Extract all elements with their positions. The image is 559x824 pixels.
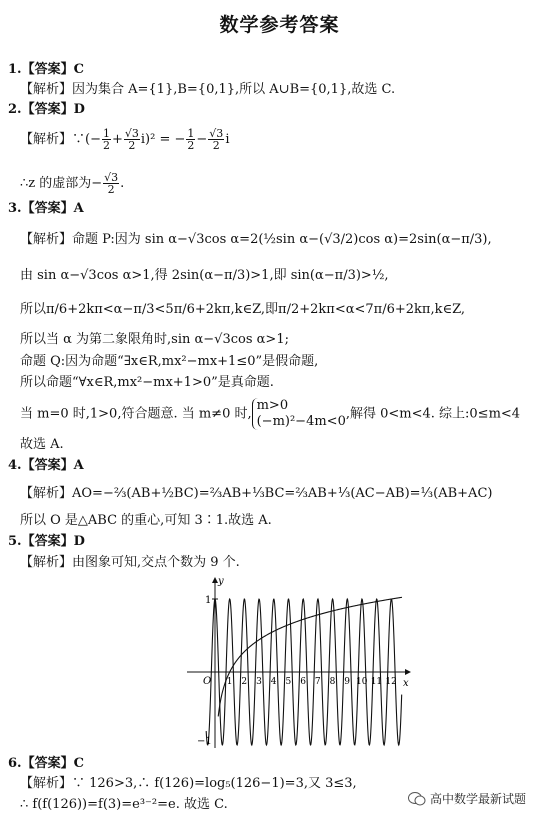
x-axis-label: x xyxy=(403,678,409,689)
q2-answer: 2.【答案】D xyxy=(8,102,85,117)
q3-system xyxy=(252,398,346,430)
q5-graph xyxy=(185,572,415,752)
q6-line1: 【解析】∵ 126>3,∴ f(126)=log₅(126−1)=3,又 3≤3, xyxy=(20,776,357,791)
q3-line3: 所以π/6+2kπ<α−π/3<5π/6+2kπ,k∈Z,即π/2+2kπ<α<7π/6+2kπ,k∈Z, xyxy=(20,302,466,317)
q4-line1: 【解析】AO=−⅔(AB+½BC)=⅔AB+⅓BC=⅔AB+⅓(AC−AB)=⅓(AB+AC) xyxy=(20,486,493,501)
q3-line6: 所以命题“∀x∈R,mx²−mx+1>0”是真命题. xyxy=(20,375,274,390)
q3-system-row1: m>0 xyxy=(256,398,289,413)
q3-line2: 由 sin α−√3cos α>1,得 2sin(α−π/3)>1,即 sin(α−π/3)>½, xyxy=(20,268,389,283)
q2-sol-mid: i)² = − xyxy=(140,132,186,147)
q3-line1: 【解析】命题 P:因为 sin α−√3cos α=2(½sin α−(√3/2)cos α)=2sin(α−π/3), xyxy=(20,232,492,247)
x-tick-label: 6 xyxy=(300,677,306,687)
x-tick-label: 8 xyxy=(329,677,336,687)
q6-line2: ∴ f(f(126))=f(3)=e³⁻²=e. 故选 C. xyxy=(20,797,228,812)
q2-sol2-prefix: ∴z 的虚部为− xyxy=(20,176,103,191)
q3-line7b: ,解得 0<m<4. 综上:0≤m<4 xyxy=(345,406,521,422)
y-tick-1: 1 xyxy=(205,595,212,606)
q4-line2: 所以 O 是△ABC 的重心,可知 3∶1.故选 A. xyxy=(20,513,272,528)
wechat-icon xyxy=(408,792,426,806)
q1-answer: 1.【答案】C xyxy=(8,62,84,77)
x-tick-label: 10 xyxy=(356,677,368,687)
q6-answer: 6.【答案】C xyxy=(8,756,84,771)
x-tick-label: 1 xyxy=(226,677,233,687)
q3-line4: 所以当 α 为第二象限角时,sin α−√3cos α>1; xyxy=(20,332,289,347)
q3-answer: 3.【答案】A xyxy=(8,201,84,216)
q4-answer: 4.【答案】A xyxy=(8,458,84,473)
frac-sqrt3-2: $\frac{√3}{2}$ xyxy=(124,127,139,152)
q2-sol2-suffix: . xyxy=(120,176,125,191)
x-tick-label: 2 xyxy=(241,677,248,687)
x-tick-label: 3 xyxy=(256,677,262,687)
frac-sqrt3-2b: $\frac{√3}{2}$ xyxy=(209,127,224,152)
watermark: 高中数学最新试题 xyxy=(430,792,527,806)
q1-solution: 【解析】因为集合 A={1},B={0,1},所以 A∪B={0,1},故选 C. xyxy=(20,82,396,97)
x-tick-label: 4 xyxy=(270,677,277,687)
page-title: 数学参考答案 xyxy=(219,14,340,36)
y-tick-minus1: −1 xyxy=(197,736,212,747)
q3-line5: 命题 Q:因为命题“∃x∈R,mx²−mx+1≤0”是假命题, xyxy=(20,354,319,369)
q5-solution: 【解析】由图象可知,交点个数为 9 个. xyxy=(20,555,240,570)
q2-sol-prefix: 【解析】∵(− xyxy=(20,132,101,147)
x-tick-label: 11 xyxy=(370,677,383,687)
q2-sol-tail: i xyxy=(225,132,230,147)
q2-solution-line1: 【解析】∵(− $\frac{1}{2}$ + $\frac{√3}{2}$ i)² = − $\frac{1}{2}$ − $\frac{√3}{2}$ i xyxy=(20,127,230,152)
q2-solution-line2 xyxy=(20,172,124,195)
q5-answer: 5.【答案】D xyxy=(8,534,85,549)
x-tick-label: 9 xyxy=(344,677,351,687)
frac-1-2: $\frac{1}{2}$ xyxy=(102,127,110,152)
x-tick-label: 12 xyxy=(385,677,397,687)
q3-line8: 故选 A. xyxy=(20,437,64,452)
origin-label: O xyxy=(203,676,212,687)
q3-line7a: 当 m=0 时,1>0,符合题意. 当 m≠0 时, xyxy=(20,406,252,422)
x-tick-label: 7 xyxy=(314,677,321,687)
x-tick-label: 5 xyxy=(285,677,292,687)
q3-system-row2: (−m)²−4m<0 xyxy=(256,414,346,429)
frac-1-2b: $\frac{1}{2}$ xyxy=(187,127,195,152)
y-axis-label: y xyxy=(218,576,224,587)
frac-sqrt3-2c: $\frac{√3}{2}$ xyxy=(104,171,119,196)
q3-line7 xyxy=(20,398,520,430)
